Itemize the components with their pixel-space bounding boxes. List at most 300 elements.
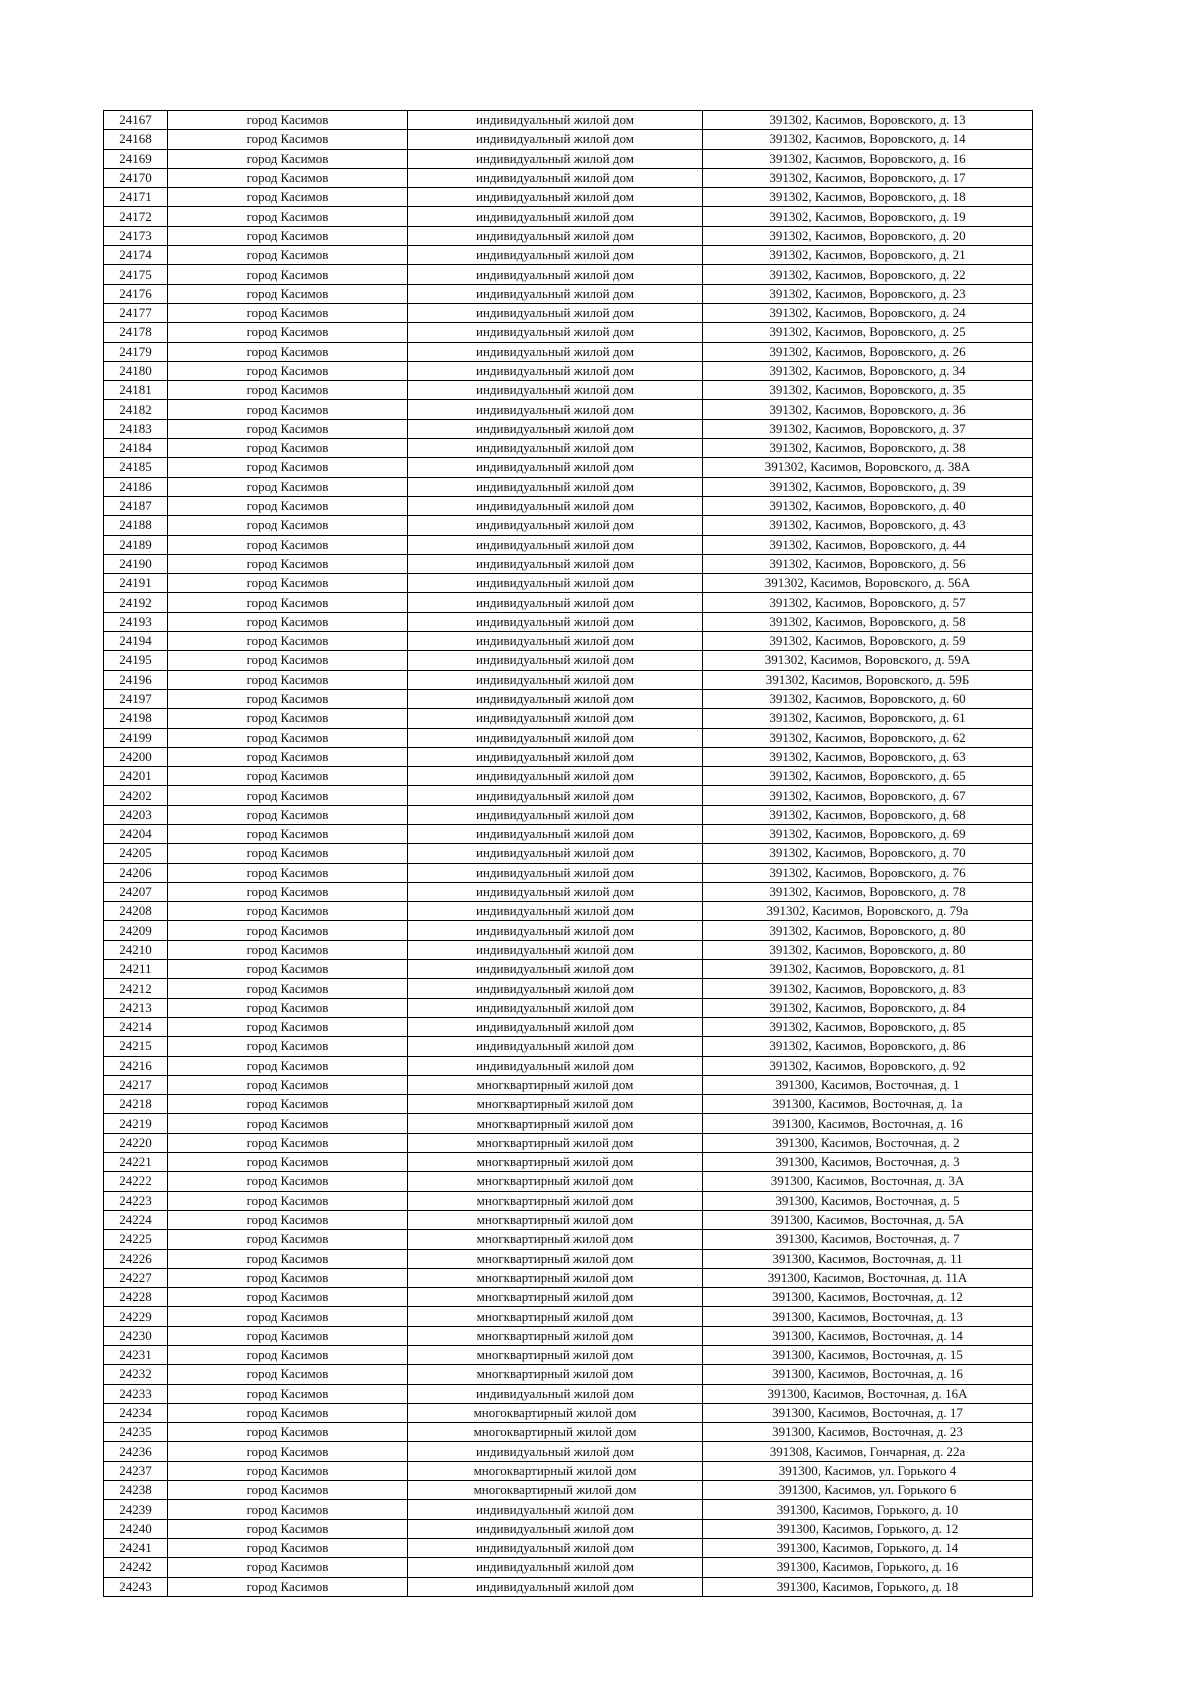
building-type-cell: индивидуальный жилой дом	[408, 342, 703, 361]
settlement-cell: город Касимов	[168, 265, 408, 284]
housing-registry-table	[103, 110, 1033, 1597]
settlement-cell: город Касимов	[168, 670, 408, 689]
record-number-cell: 24241	[104, 1538, 168, 1557]
address-cell: 391300, Касимов, Восточная, д. 14	[703, 1326, 1033, 1345]
building-type-cell: многквартирный жилой дом	[408, 1326, 703, 1345]
address-cell: 391302, Касимов, Воровского, д. 85	[703, 1017, 1033, 1036]
table-row	[104, 863, 1033, 882]
settlement-cell: город Касимов	[168, 1423, 408, 1442]
settlement-cell: город Касимов	[168, 535, 408, 554]
record-number-cell: 24194	[104, 632, 168, 651]
settlement-cell: город Касимов	[168, 1210, 408, 1229]
building-type-cell: индивидуальный жилой дом	[408, 439, 703, 458]
building-type-cell: индивидуальный жилой дом	[408, 689, 703, 708]
table-row	[104, 670, 1033, 689]
table-row	[104, 940, 1033, 959]
record-number-cell: 24186	[104, 477, 168, 496]
table-row	[104, 1538, 1033, 1557]
settlement-cell: город Касимов	[168, 516, 408, 535]
table-row	[104, 1017, 1033, 1036]
record-number-cell: 24167	[104, 111, 168, 130]
building-type-cell: индивидуальный жилой дом	[408, 882, 703, 901]
building-type-cell: многквартирный жилой дом	[408, 1153, 703, 1172]
record-number-cell: 24190	[104, 554, 168, 573]
address-cell: 391302, Касимов, Воровского, д. 23	[703, 284, 1033, 303]
building-type-cell: индивидуальный жилой дом	[408, 593, 703, 612]
address-cell: 391308, Касимов, Гончарная, д. 22а	[703, 1442, 1033, 1461]
building-type-cell: индивидуальный жилой дом	[408, 1577, 703, 1596]
record-number-cell: 24213	[104, 998, 168, 1017]
address-cell: 391302, Касимов, Воровского, д. 39	[703, 477, 1033, 496]
building-type-cell: индивидуальный жилой дом	[408, 612, 703, 631]
record-number-cell: 24182	[104, 400, 168, 419]
address-cell: 391302, Касимов, Воровского, д. 43	[703, 516, 1033, 535]
settlement-cell: город Касимов	[168, 709, 408, 728]
settlement-cell: город Касимов	[168, 168, 408, 187]
building-type-cell: многквартирный жилой дом	[408, 1191, 703, 1210]
record-number-cell: 24217	[104, 1075, 168, 1094]
record-number-cell: 24226	[104, 1249, 168, 1268]
building-type-cell: индивидуальный жилой дом	[408, 323, 703, 342]
record-number-cell: 24189	[104, 535, 168, 554]
settlement-cell: город Касимов	[168, 1153, 408, 1172]
address-cell: 391302, Касимов, Воровского, д. 40	[703, 496, 1033, 515]
building-type-cell: многоквартирный жилой дом	[408, 1403, 703, 1422]
table-row	[104, 1346, 1033, 1365]
table-row	[104, 1577, 1033, 1596]
settlement-cell: город Касимов	[168, 207, 408, 226]
table-row	[104, 612, 1033, 631]
table-row	[104, 207, 1033, 226]
table-row	[104, 1500, 1033, 1519]
settlement-cell: город Касимов	[168, 940, 408, 959]
address-cell: 391302, Касимов, Воровского, д. 60	[703, 689, 1033, 708]
address-cell: 391300, Касимов, Восточная, д. 17	[703, 1403, 1033, 1422]
address-cell: 391300, Касимов, Восточная, д. 1а	[703, 1095, 1033, 1114]
settlement-cell: город Касимов	[168, 342, 408, 361]
building-type-cell: индивидуальный жилой дом	[408, 381, 703, 400]
building-type-cell: индивидуальный жилой дом	[408, 786, 703, 805]
table-row	[104, 1210, 1033, 1229]
table-row	[104, 1037, 1033, 1056]
record-number-cell: 24193	[104, 612, 168, 631]
building-type-cell: индивидуальный жилой дом	[408, 477, 703, 496]
table-row	[104, 1403, 1033, 1422]
settlement-cell: город Касимов	[168, 1114, 408, 1133]
building-type-cell: многквартирный жилой дом	[408, 1172, 703, 1191]
address-cell: 391300, Касимов, Восточная, д. 3А	[703, 1172, 1033, 1191]
settlement-cell: город Касимов	[168, 439, 408, 458]
address-cell: 391302, Касимов, Воровского, д. 36	[703, 400, 1033, 419]
table-row	[104, 593, 1033, 612]
record-number-cell: 24180	[104, 361, 168, 380]
settlement-cell: город Касимов	[168, 400, 408, 419]
settlement-cell: город Касимов	[168, 1500, 408, 1519]
address-cell: 391302, Касимов, Воровского, д. 44	[703, 535, 1033, 554]
building-type-cell: многквартирный жилой дом	[408, 1346, 703, 1365]
table-row	[104, 632, 1033, 651]
settlement-cell: город Касимов	[168, 1326, 408, 1345]
building-type-cell: индивидуальный жилой дом	[408, 1037, 703, 1056]
settlement-cell: город Касимов	[168, 1577, 408, 1596]
building-type-cell: многоквартирный жилой дом	[408, 1481, 703, 1500]
settlement-cell: город Касимов	[168, 1558, 408, 1577]
address-cell: 391302, Касимов, Воровского, д. 67	[703, 786, 1033, 805]
address-cell: 391302, Касимов, Воровского, д. 92	[703, 1056, 1033, 1075]
address-cell: 391302, Касимов, Воровского, д. 58	[703, 612, 1033, 631]
settlement-cell: город Касимов	[168, 574, 408, 593]
building-type-cell: индивидуальный жилой дом	[408, 111, 703, 130]
table-row	[104, 149, 1033, 168]
settlement-cell: город Касимов	[168, 458, 408, 477]
record-number-cell: 24170	[104, 168, 168, 187]
building-type-cell: индивидуальный жилой дом	[408, 863, 703, 882]
address-cell: 391302, Касимов, Воровского, д. 56	[703, 554, 1033, 573]
building-type-cell: индивидуальный жилой дом	[408, 1538, 703, 1557]
record-number-cell: 24178	[104, 323, 168, 342]
address-cell: 391300, Касимов, Восточная, д. 16	[703, 1114, 1033, 1133]
building-type-cell: индивидуальный жилой дом	[408, 632, 703, 651]
record-number-cell: 24221	[104, 1153, 168, 1172]
table-row	[104, 574, 1033, 593]
settlement-cell: город Касимов	[168, 554, 408, 573]
address-cell: 391302, Касимов, Воровского, д. 19	[703, 207, 1033, 226]
address-cell: 391300, Касимов, Горького, д. 18	[703, 1577, 1033, 1596]
building-type-cell: индивидуальный жилой дом	[408, 168, 703, 187]
table-row	[104, 1442, 1033, 1461]
record-number-cell: 24216	[104, 1056, 168, 1075]
table-row	[104, 1461, 1033, 1480]
building-type-cell: индивидуальный жилой дом	[408, 207, 703, 226]
settlement-cell: город Касимов	[168, 1442, 408, 1461]
record-number-cell: 24242	[104, 1558, 168, 1577]
building-type-cell: многквартирный жилой дом	[408, 1095, 703, 1114]
building-type-cell: индивидуальный жилой дом	[408, 960, 703, 979]
settlement-cell: город Касимов	[168, 902, 408, 921]
building-type-cell: индивидуальный жилой дом	[408, 535, 703, 554]
building-type-cell: индивидуальный жилой дом	[408, 651, 703, 670]
record-number-cell: 24187	[104, 496, 168, 515]
building-type-cell: индивидуальный жилой дом	[408, 361, 703, 380]
record-number-cell: 24199	[104, 728, 168, 747]
table-row	[104, 419, 1033, 438]
settlement-cell: город Касимов	[168, 1307, 408, 1326]
building-type-cell: многквартирный жилой дом	[408, 1268, 703, 1287]
settlement-cell: город Касимов	[168, 786, 408, 805]
record-number-cell: 24168	[104, 130, 168, 149]
table-row	[104, 303, 1033, 322]
table-row	[104, 1191, 1033, 1210]
record-number-cell: 24205	[104, 844, 168, 863]
record-number-cell: 24235	[104, 1423, 168, 1442]
record-number-cell: 24243	[104, 1577, 168, 1596]
record-number-cell: 24240	[104, 1519, 168, 1538]
table-row	[104, 1114, 1033, 1133]
record-number-cell: 24172	[104, 207, 168, 226]
table-row	[104, 477, 1033, 496]
address-cell: 391302, Касимов, Воровского, д. 34	[703, 361, 1033, 380]
address-cell: 391300, Касимов, Горького, д. 14	[703, 1538, 1033, 1557]
address-cell: 391300, Касимов, Восточная, д. 13	[703, 1307, 1033, 1326]
settlement-cell: город Касимов	[168, 496, 408, 515]
table-row	[104, 998, 1033, 1017]
table-row	[104, 1307, 1033, 1326]
address-cell: 391302, Касимов, Воровского, д. 65	[703, 767, 1033, 786]
settlement-cell: город Касимов	[168, 1288, 408, 1307]
building-type-cell: индивидуальный жилой дом	[408, 805, 703, 824]
settlement-cell: город Касимов	[168, 1519, 408, 1538]
table-row	[104, 689, 1033, 708]
table-row	[104, 1288, 1033, 1307]
table-row	[104, 1230, 1033, 1249]
record-number-cell: 24183	[104, 419, 168, 438]
table-row	[104, 535, 1033, 554]
table-row	[104, 921, 1033, 940]
building-type-cell: индивидуальный жилой дом	[408, 226, 703, 245]
settlement-cell: город Касимов	[168, 747, 408, 766]
address-cell: 391300, Касимов, Горького, д. 10	[703, 1500, 1033, 1519]
address-cell: 391300, Касимов, Восточная, д. 16А	[703, 1384, 1033, 1403]
settlement-cell: город Касимов	[168, 246, 408, 265]
address-cell: 391300, Касимов, Восточная, д. 11А	[703, 1268, 1033, 1287]
record-number-cell: 24210	[104, 940, 168, 959]
settlement-cell: город Касимов	[168, 612, 408, 631]
building-type-cell: индивидуальный жилой дом	[408, 767, 703, 786]
table-row	[104, 902, 1033, 921]
address-cell: 391302, Касимов, Воровского, д. 86	[703, 1037, 1033, 1056]
address-cell: 391302, Касимов, Воровского, д. 81	[703, 960, 1033, 979]
record-number-cell: 24218	[104, 1095, 168, 1114]
settlement-cell: город Касимов	[168, 381, 408, 400]
settlement-cell: город Касимов	[168, 1403, 408, 1422]
address-cell: 391300, Касимов, Восточная, д. 5А	[703, 1210, 1033, 1229]
building-type-cell: индивидуальный жилой дом	[408, 1442, 703, 1461]
building-type-cell: многоквартирный жилой дом	[408, 1423, 703, 1442]
table-row	[104, 824, 1033, 843]
address-cell: 391302, Касимов, Воровского, д. 38А	[703, 458, 1033, 477]
settlement-cell: город Касимов	[168, 1017, 408, 1036]
address-cell: 391302, Касимов, Воровского, д. 17	[703, 168, 1033, 187]
record-number-cell: 24204	[104, 824, 168, 843]
building-type-cell: многквартирный жилой дом	[408, 1133, 703, 1152]
table-row	[104, 323, 1033, 342]
table-row	[104, 1268, 1033, 1287]
building-type-cell: индивидуальный жилой дом	[408, 554, 703, 573]
record-number-cell: 24207	[104, 882, 168, 901]
record-number-cell: 24233	[104, 1384, 168, 1403]
building-type-cell: индивидуальный жилой дом	[408, 574, 703, 593]
building-type-cell: индивидуальный жилой дом	[408, 998, 703, 1017]
table-row	[104, 1365, 1033, 1384]
registry-table-body	[104, 111, 1033, 1597]
settlement-cell: город Касимов	[168, 149, 408, 168]
address-cell: 391302, Касимов, Воровского, д. 18	[703, 188, 1033, 207]
table-row	[104, 130, 1033, 149]
settlement-cell: город Касимов	[168, 284, 408, 303]
record-number-cell: 24171	[104, 188, 168, 207]
table-row	[104, 381, 1033, 400]
address-cell: 391302, Касимов, Воровского, д. 26	[703, 342, 1033, 361]
building-type-cell: многквартирный жилой дом	[408, 1249, 703, 1268]
building-type-cell: индивидуальный жилой дом	[408, 979, 703, 998]
settlement-cell: город Касимов	[168, 1056, 408, 1075]
address-cell: 391300, Касимов, Восточная, д. 12	[703, 1288, 1033, 1307]
table-row	[104, 226, 1033, 245]
record-number-cell: 24211	[104, 960, 168, 979]
address-cell: 391302, Касимов, Воровского, д. 57	[703, 593, 1033, 612]
table-row	[104, 728, 1033, 747]
address-cell: 391302, Касимов, Воровского, д. 79а	[703, 902, 1033, 921]
settlement-cell: город Касимов	[168, 824, 408, 843]
address-cell: 391302, Касимов, Воровского, д. 62	[703, 728, 1033, 747]
settlement-cell: город Касимов	[168, 921, 408, 940]
address-cell: 391302, Касимов, Воровского, д. 80	[703, 940, 1033, 959]
settlement-cell: город Касимов	[168, 689, 408, 708]
settlement-cell: город Касимов	[168, 1133, 408, 1152]
table-row	[104, 554, 1033, 573]
record-number-cell: 24192	[104, 593, 168, 612]
record-number-cell: 24212	[104, 979, 168, 998]
building-type-cell: индивидуальный жилой дом	[408, 921, 703, 940]
record-number-cell: 24238	[104, 1481, 168, 1500]
record-number-cell: 24206	[104, 863, 168, 882]
address-cell: 391302, Касимов, Воровского, д. 68	[703, 805, 1033, 824]
table-row	[104, 709, 1033, 728]
record-number-cell: 24198	[104, 709, 168, 728]
building-type-cell: индивидуальный жилой дом	[408, 130, 703, 149]
record-number-cell: 24209	[104, 921, 168, 940]
building-type-cell: многоквартирный жилой дом	[408, 1461, 703, 1480]
settlement-cell: город Касимов	[168, 1384, 408, 1403]
address-cell: 391300, Касимов, Восточная, д. 11	[703, 1249, 1033, 1268]
building-type-cell: индивидуальный жилой дом	[408, 284, 703, 303]
record-number-cell: 24196	[104, 670, 168, 689]
settlement-cell: город Касимов	[168, 419, 408, 438]
address-cell: 391302, Касимов, Воровского, д. 76	[703, 863, 1033, 882]
building-type-cell: индивидуальный жилой дом	[408, 246, 703, 265]
settlement-cell: город Касимов	[168, 805, 408, 824]
address-cell: 391302, Касимов, Воровского, д. 21	[703, 246, 1033, 265]
table-row	[104, 882, 1033, 901]
table-row	[104, 1172, 1033, 1191]
table-row	[104, 960, 1033, 979]
record-number-cell: 24197	[104, 689, 168, 708]
address-cell: 391300, Касимов, Восточная, д. 1	[703, 1075, 1033, 1094]
table-row	[104, 1133, 1033, 1152]
table-row	[104, 1326, 1033, 1345]
building-type-cell: индивидуальный жилой дом	[408, 728, 703, 747]
table-row	[104, 767, 1033, 786]
table-row	[104, 747, 1033, 766]
record-number-cell: 24220	[104, 1133, 168, 1152]
address-cell: 391300, Касимов, Горького, д. 16	[703, 1558, 1033, 1577]
settlement-cell: город Касимов	[168, 651, 408, 670]
record-number-cell: 24237	[104, 1461, 168, 1480]
address-cell: 391302, Касимов, Воровского, д. 20	[703, 226, 1033, 245]
settlement-cell: город Касимов	[168, 1230, 408, 1249]
record-number-cell: 24232	[104, 1365, 168, 1384]
building-type-cell: индивидуальный жилой дом	[408, 1558, 703, 1577]
record-number-cell: 24234	[104, 1403, 168, 1422]
table-row	[104, 284, 1033, 303]
table-row	[104, 1249, 1033, 1268]
record-number-cell: 24223	[104, 1191, 168, 1210]
settlement-cell: город Касимов	[168, 1037, 408, 1056]
record-number-cell: 24219	[104, 1114, 168, 1133]
address-cell: 391302, Касимов, Воровского, д. 63	[703, 747, 1033, 766]
building-type-cell: индивидуальный жилой дом	[408, 516, 703, 535]
settlement-cell: город Касимов	[168, 593, 408, 612]
settlement-cell: город Касимов	[168, 979, 408, 998]
table-row	[104, 400, 1033, 419]
address-cell: 391300, Касимов, Восточная, д. 16	[703, 1365, 1033, 1384]
building-type-cell: многквартирный жилой дом	[408, 1114, 703, 1133]
address-cell: 391302, Касимов, Воровского, д. 56А	[703, 574, 1033, 593]
settlement-cell: город Касимов	[168, 111, 408, 130]
address-cell: 391300, Касимов, ул. Горького 4	[703, 1461, 1033, 1480]
building-type-cell: многквартирный жилой дом	[408, 1307, 703, 1326]
address-cell: 391302, Касимов, Воровского, д. 83	[703, 979, 1033, 998]
record-number-cell: 24185	[104, 458, 168, 477]
record-number-cell: 24195	[104, 651, 168, 670]
settlement-cell: город Касимов	[168, 844, 408, 863]
settlement-cell: город Касимов	[168, 882, 408, 901]
record-number-cell: 24200	[104, 747, 168, 766]
record-number-cell: 24181	[104, 381, 168, 400]
record-number-cell: 24202	[104, 786, 168, 805]
settlement-cell: город Касимов	[168, 1075, 408, 1094]
record-number-cell: 24176	[104, 284, 168, 303]
table-row	[104, 1423, 1033, 1442]
table-row	[104, 342, 1033, 361]
address-cell: 391302, Касимов, Воровского, д. 84	[703, 998, 1033, 1017]
record-number-cell: 24203	[104, 805, 168, 824]
settlement-cell: город Касимов	[168, 1346, 408, 1365]
settlement-cell: город Касимов	[168, 361, 408, 380]
record-number-cell: 24208	[104, 902, 168, 921]
table-row	[104, 1384, 1033, 1403]
settlement-cell: город Касимов	[168, 1268, 408, 1287]
address-cell: 391300, Касимов, Восточная, д. 2	[703, 1133, 1033, 1152]
record-number-cell: 24224	[104, 1210, 168, 1229]
building-type-cell: индивидуальный жилой дом	[408, 902, 703, 921]
building-type-cell: многквартирный жилой дом	[408, 1230, 703, 1249]
record-number-cell: 24184	[104, 439, 168, 458]
address-cell: 391302, Касимов, Воровского, д. 13	[703, 111, 1033, 130]
building-type-cell: индивидуальный жилой дом	[408, 496, 703, 515]
record-number-cell: 24175	[104, 265, 168, 284]
settlement-cell: город Касимов	[168, 323, 408, 342]
settlement-cell: город Касимов	[168, 226, 408, 245]
settlement-cell: город Касимов	[168, 303, 408, 322]
address-cell: 391300, Касимов, ул. Горького 6	[703, 1481, 1033, 1500]
building-type-cell: индивидуальный жилой дом	[408, 747, 703, 766]
table-row	[104, 1056, 1033, 1075]
table-row	[104, 979, 1033, 998]
settlement-cell: город Касимов	[168, 863, 408, 882]
building-type-cell: индивидуальный жилой дом	[408, 709, 703, 728]
table-row	[104, 111, 1033, 130]
address-cell: 391300, Касимов, Восточная, д. 5	[703, 1191, 1033, 1210]
table-row	[104, 651, 1033, 670]
record-number-cell: 24228	[104, 1288, 168, 1307]
building-type-cell: индивидуальный жилой дом	[408, 940, 703, 959]
settlement-cell: город Касимов	[168, 998, 408, 1017]
table-row	[104, 805, 1033, 824]
table-row	[104, 188, 1033, 207]
record-number-cell: 24236	[104, 1442, 168, 1461]
table-row	[104, 458, 1033, 477]
